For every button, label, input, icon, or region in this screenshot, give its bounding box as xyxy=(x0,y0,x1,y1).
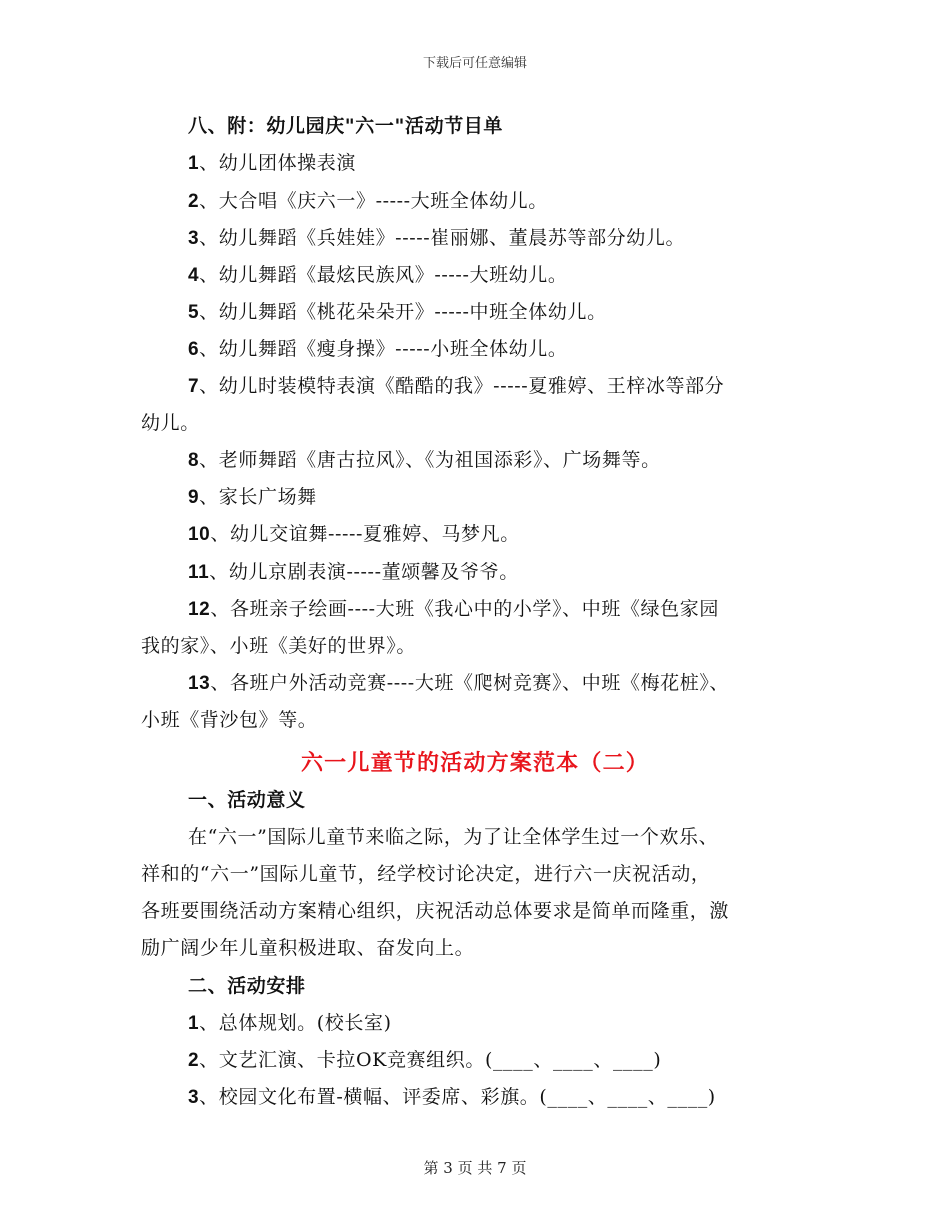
item-number: 7 xyxy=(188,376,200,397)
page-header: 下载后可任意编辑 xyxy=(422,56,527,71)
item-text: 、幼儿舞蹈《最炫民族风》-----大班幼儿。 xyxy=(199,264,568,286)
section1-heading: 一、活动意义 xyxy=(188,789,306,811)
list-item-continuation: 小班《背沙包》等。 xyxy=(141,709,318,731)
item-number: 1 xyxy=(188,1013,200,1034)
list-item xyxy=(188,374,724,399)
paragraph-line: 在“六一”国际儿童节来临之际，为了让全体学生过一个欢乐、 xyxy=(188,826,719,848)
list-item-continuation: 幼儿。 xyxy=(141,412,200,434)
list-item xyxy=(188,337,567,362)
paragraph-line: 祥和的“六一”国际儿童节，经学校讨论决定，进行六一庆祝活动， xyxy=(141,863,711,885)
item-number: 6 xyxy=(188,339,200,360)
list-item xyxy=(188,560,519,585)
item-number: 2 xyxy=(188,1050,200,1071)
item-number: 8 xyxy=(188,450,200,471)
item-number: 12 xyxy=(188,599,211,620)
list-item xyxy=(188,263,567,288)
list-item xyxy=(188,1011,392,1036)
list-item xyxy=(188,300,607,325)
item-text: 、幼儿时装模特表演《酷酷的我》-----夏雅婷、王梓冰等部分 xyxy=(199,375,725,397)
item-text: 、幼儿舞蹈《瘦身操》-----小班全体幼儿。 xyxy=(199,338,568,360)
item-text: 、校园文化布置-横幅、评委席、彩旗。(____、____、____) xyxy=(199,1086,716,1108)
list-item xyxy=(188,671,729,696)
list-item xyxy=(188,597,719,622)
item-number: 3 xyxy=(188,1087,200,1108)
item-text: 、幼儿团体操表演 xyxy=(199,152,356,174)
list-item xyxy=(188,448,661,473)
list-item-continuation: 我的家》、小班《美好的世界》。 xyxy=(141,635,417,657)
item-text: 、幼儿舞蹈《桃花朵朵开》-----中班全体幼儿。 xyxy=(199,301,607,323)
item-number: 11 xyxy=(188,562,210,583)
item-text: 、文艺汇演、卡拉OK竞赛组织。(____、____、____) xyxy=(199,1049,662,1071)
list-item xyxy=(188,189,548,214)
item-text: 、大合唱《庆六一》-----大班全体幼儿。 xyxy=(199,190,548,212)
item-text: 、幼儿京剧表演-----董颂馨及爷爷。 xyxy=(209,561,519,583)
section8-heading: 八、附：幼儿园庆"六一"活动节目单 xyxy=(188,115,503,137)
list-item xyxy=(188,1048,661,1073)
item-text: 、各班亲子绘画----大班《我心中的小学》、中班《绿色家园 xyxy=(210,598,719,620)
list-item xyxy=(188,151,356,176)
item-number: 1 xyxy=(188,153,200,174)
list-item xyxy=(188,1085,716,1110)
list-item xyxy=(188,226,685,251)
item-text: 、各班户外活动竞赛----大班《爬树竞赛》、中班《梅花桩》、 xyxy=(210,672,730,694)
item-text: 、老师舞蹈《唐古拉风》、《为祖国添彩》、广场舞等。 xyxy=(199,449,661,471)
item-number: 5 xyxy=(188,302,200,323)
item-number: 9 xyxy=(188,487,200,508)
document-title: 六一儿童节的活动方案范本（二） xyxy=(300,750,649,776)
item-number: 3 xyxy=(188,228,200,249)
item-text: 、幼儿舞蹈《兵娃娃》-----崔丽娜、董晨苏等部分幼儿。 xyxy=(199,227,686,249)
list-item xyxy=(188,485,317,510)
item-number: 10 xyxy=(188,524,211,545)
page-footer: 第 3 页 共 7 页 xyxy=(423,1159,527,1177)
item-number: 4 xyxy=(188,265,200,286)
section2-heading: 二、活动安排 xyxy=(188,975,306,997)
item-number: 2 xyxy=(188,191,200,212)
item-text: 、总体规划。(校长室) xyxy=(199,1012,392,1034)
item-number: 13 xyxy=(188,673,211,694)
paragraph-line: 励广阔少年儿童积极进取、奋发向上。 xyxy=(141,937,475,959)
list-item xyxy=(188,522,520,547)
item-text: 、家长广场舞 xyxy=(199,486,317,508)
paragraph-line: 各班要围绕活动方案精心组织，庆祝活动总体要求是简单而隆重，激 xyxy=(141,900,730,922)
item-text: 、幼儿交谊舞-----夏雅婷、马梦凡。 xyxy=(210,523,520,545)
